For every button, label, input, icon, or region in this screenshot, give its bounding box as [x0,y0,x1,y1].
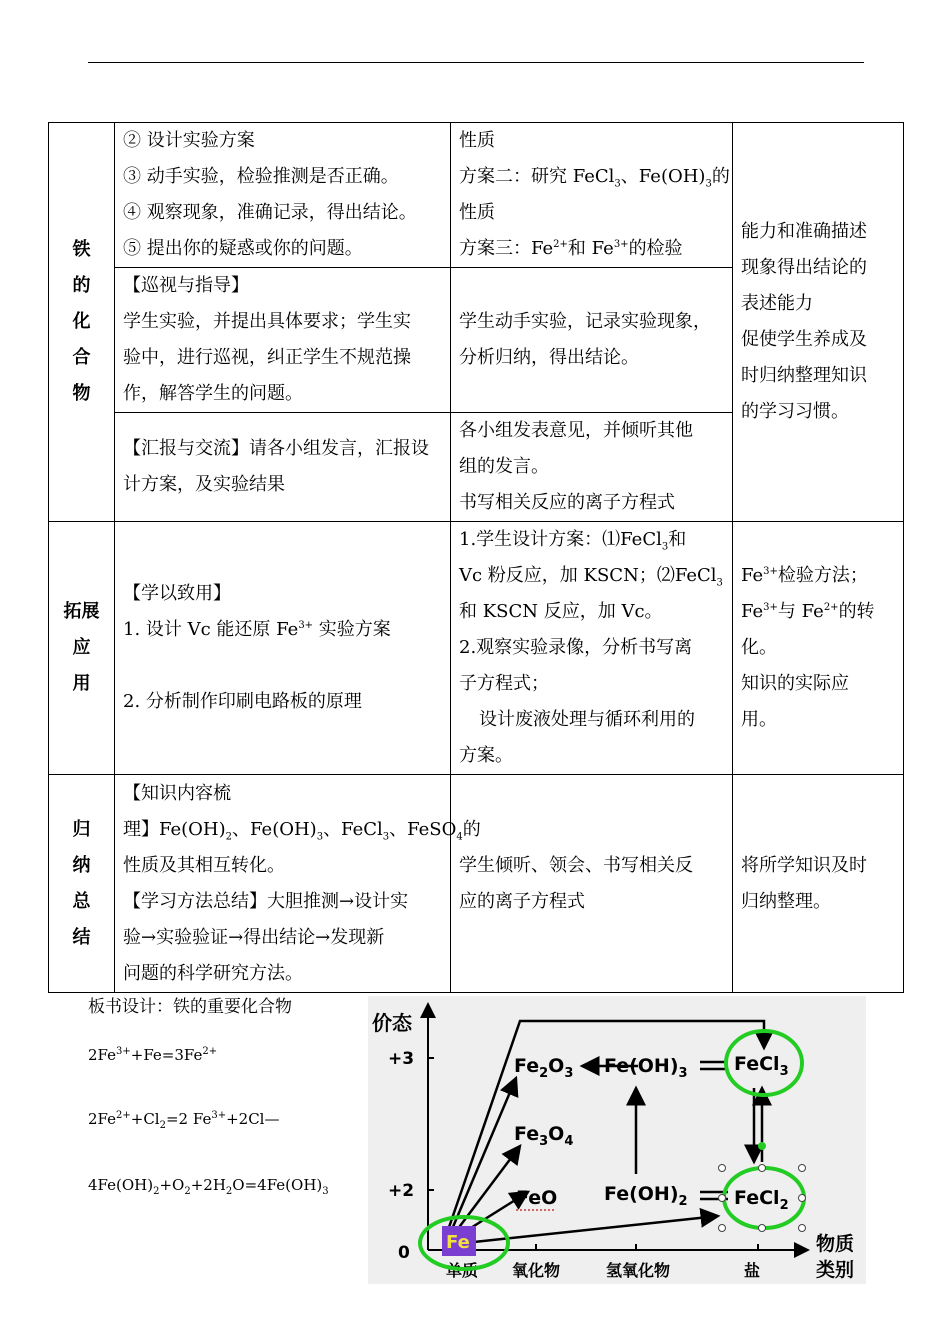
fecl3-label: FeCl$_3$ [734,1053,789,1079]
section-label-iron: 铁 的 化 合 物 [49,123,115,522]
teacher-activity-cell: 【巡视与指导】 学生实验，并提出具体要求；学生实 验中，进行巡视，纠正学生不规范操 作，解答学生的问题。 [115,268,451,413]
scheme-two-line: 方案二：研究 FeCl$_3$、$Fe(OH)_3$的 [459,166,730,190]
rotate-handle [758,1142,766,1150]
student-activity-cell: 学生倾听、领会、书写相关反 应的离子方程式 [451,775,733,993]
student-activity-cell: 性质 方案二：研究 FeCl$_3$、$Fe(OH)_3$的 性质 方案三：$Fe^{2+}$和 $Fe^{3+}$的检验 [451,123,733,268]
table-row [49,522,904,775]
selection-handle [799,1225,806,1232]
x-category-label: 单质 [446,1261,479,1280]
feo-label: FeO [516,1187,558,1209]
x-category-label: 氧化物 [512,1261,561,1280]
board-design-title: 板书设计：铁的重要化合物 [88,997,292,1017]
y-axis-title: 价态 [372,1011,412,1035]
fe3o4-label: $Fe_3O_4$ [514,1123,574,1149]
y-tick-label: +2 [388,1181,415,1201]
x-axis-title: 类别 [816,1259,855,1281]
table-row [49,123,904,268]
student-activity-cell: 各小组发表意见，并倾听其他 组的发言。 书写相关反应的离子方程式 [451,413,733,522]
fecl2-label: FeCl$_2$ [734,1187,789,1213]
teacher-activity-cell: 【汇报与交流】请各小组发言，汇报设 计方案，及实验结果 [115,413,451,522]
apply-plan-line-1: 1.学生设计方案：⑴FeCl$_3$和 [459,529,687,553]
y-tick-label: 0 [398,1243,410,1263]
fe-label: Fe [446,1232,470,1253]
equation-1: $2Fe^{3+}+Fe=3Fe^{2+}$ [88,1046,218,1064]
design-intent-cell: 将所学知识及时 归纳整理。 [733,775,904,993]
selection-handle [719,1225,726,1232]
apply-task-one: 1. 设计 Vc 能还原 $Fe^{3+}$ 实验方案 [123,619,391,640]
feoh3-label: $Fe(OH)_3$ [604,1055,688,1081]
iron-valence-diagram [368,996,866,1284]
y-tick-label: +3 [388,1049,415,1069]
selection-handle [799,1195,806,1202]
apply-plan-line-2: Vc 粉反应，加 KSCN；⑵FeCl$_3$ [459,565,723,589]
selection-handle [719,1195,726,1202]
selection-handle [759,1165,766,1172]
student-activity-cell: 1.学生设计方案：⑴FeCl$_3$和 Vc 粉反应，加 KSCN；⑵FeCl$_3$ 和 KSCN 反应，加 Vc。 2.观察实验录像，分析书写离 子方程式； 设计废液处理与循环利用的 方案。 [451,522,733,775]
x-category-label: 氢氧化物 [606,1261,671,1280]
equation-3: $4Fe(OH)_2+O_2+2H_2O=4Fe(OH)_3$ [88,1176,329,1197]
x-category-label: 盐 [744,1261,761,1280]
selection-handle [759,1225,766,1232]
table-row [49,775,904,993]
section-label-summary: 归 纳 总 结 [49,775,115,993]
intent-line-1: $Fe^{3+}$检验方法； [741,565,868,586]
section-label-apply: 拓展 应 用 [49,522,115,775]
design-intent-cell: $Fe^{3+}$检验方法； $Fe^{3+}$与 $Fe^{2+}$的转 化。 知识的实际应 用。 [733,522,904,775]
teacher-activity-cell: 【学以致用】 1. 设计 Vc 能还原 $Fe^{3+}$ 实验方案 2. 分析制作印刷电路板的原理 [115,522,451,775]
selection-handle [719,1165,726,1172]
design-intent-cell: 能力和准确描述 现象得出结论的 表述能力 促使学生养成及 时归纳整理知识 的学习习惯。 [733,123,904,522]
feoh2-label: $Fe(OH)_2$ [604,1183,688,1209]
equation-2: $2Fe^{2+}+Cl_2=2$ $Fe^{3+}+2Cl—$ [88,1110,280,1131]
intent-line-2: $Fe^{3+}$与 $Fe^{2+}$的转 [741,601,875,622]
summary-compounds-line: 理】$Fe(OH)_2$、$Fe(OH)_3$、FeCl$_3$、FeSO$_4$的 [123,818,481,843]
scheme-three-line: 方案三：$Fe^{2+}$和 $Fe^{3+}$的检验 [459,238,683,259]
selection-handle [799,1165,806,1172]
header-rule [88,62,864,63]
fe2o3-label: $Fe_2O_3$ [514,1055,574,1081]
x-axis-title: 物质 [816,1233,855,1255]
lesson-table [48,122,904,993]
teacher-activity-cell: 【知识内容梳 理】$Fe(OH)_2$、$Fe(OH)_3$、FeCl$_3$、FeSO$_4$的 性质及其相互转化。 【学习方法总结】大胆推测→设计实 验→实验验证→得出结论→发现新 问题的科学研究方法。 [115,775,451,993]
student-activity-cell: 学生动手实验，记录实验现象， 分析归纳，得出结论。 [451,268,733,413]
teacher-activity-cell: ② 设计实验方案 ③ 动手实验，检验推测是否正确。 ④ 观察现象，准确记录，得出结论。 ⑤ 提出你的疑惑或你的问题。 [115,123,451,268]
